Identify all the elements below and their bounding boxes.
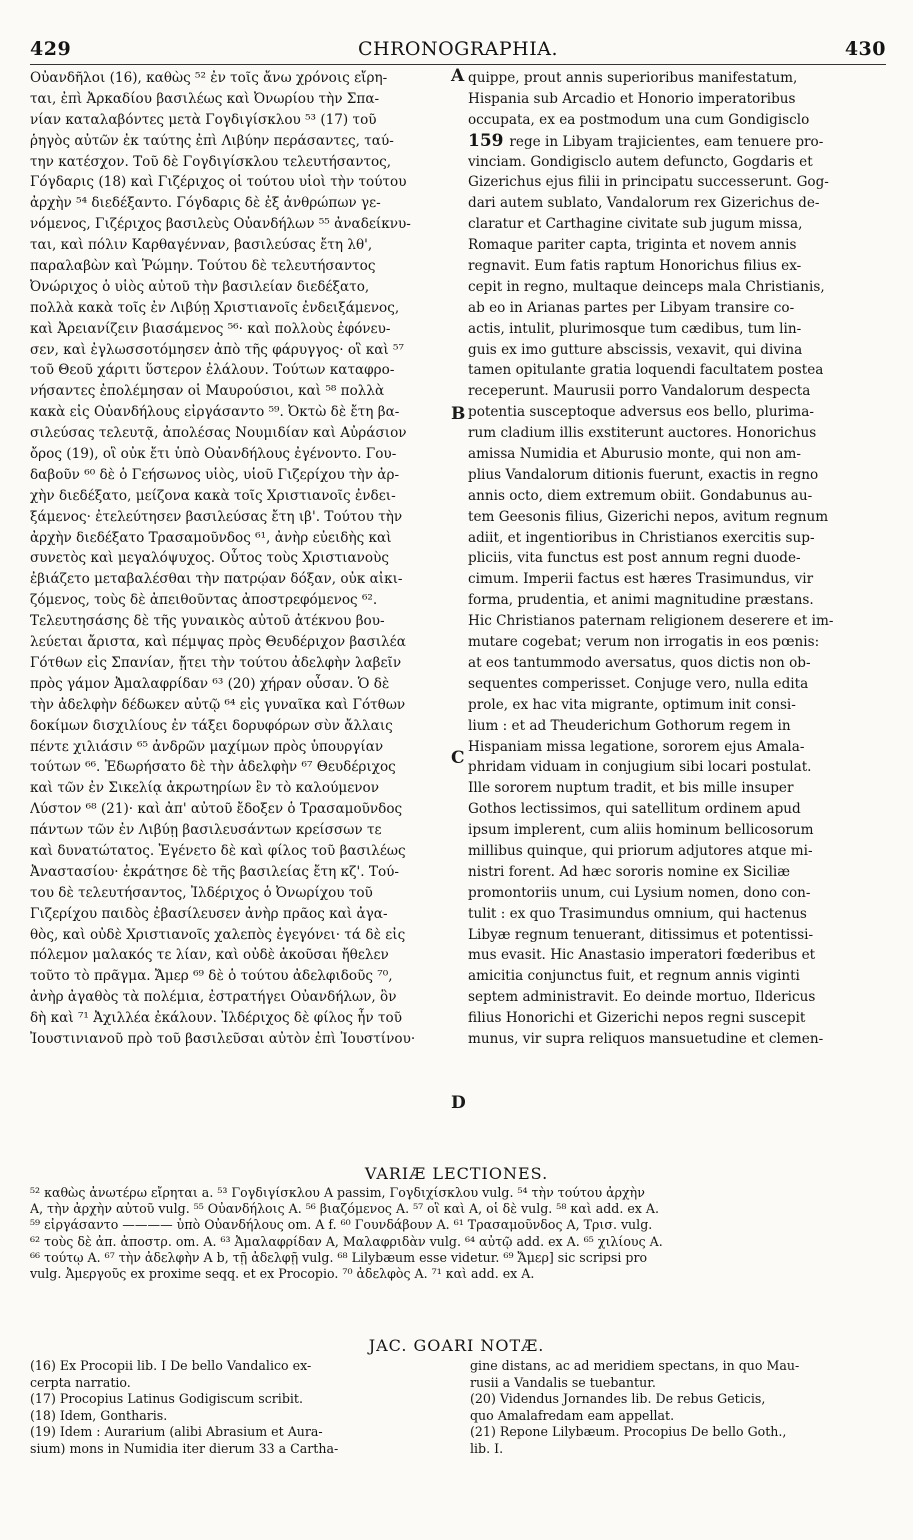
margin-marker-d: D — [451, 1093, 466, 1113]
greek-text-line: ἀρχὴν ⁵⁴ διεδέξαντο. Γόγδαρις δὲ ἐξ ἀνθρώπων γε- — [30, 195, 381, 212]
greek-text-line: τὴν ἀδελφὴν δέδωκεν αὐτῷ ⁶⁴ εἰς γυναῖκα καὶ Γότθων — [30, 696, 406, 713]
margin-marker-a: A — [451, 66, 465, 86]
latin-text-line: 159 rege in Libyam trajicientes, eam tenuere pro- — [468, 130, 824, 151]
latin-text-line: Hic Christianos paternam religionem deserere et im- — [468, 613, 834, 630]
greek-text-line: ται, καὶ πόλιν Καρθαγένναν, βασιλεύσας ἔτη λθ', — [30, 237, 373, 254]
latin-text-line: lium : et ad Theuderichum Gothorum regem in — [468, 717, 791, 734]
latin-text-line: cimum. Imperii factus est hæres Trasimundus, vir — [468, 571, 814, 588]
notes-right-column — [470, 1358, 886, 1458]
greek-text-line: ἀρχὴν διεδέξατο Τρασαμοῦνδος ⁶¹, ἀνὴρ εὐειδὴς καὶ — [30, 529, 392, 546]
greek-text-line: Ἰουστινιανοῦ πρὸ τοῦ βασιλεῦσαι αὐτὸν ἐπὶ Ἰουστίνου· — [30, 1030, 416, 1047]
greek-text-line: Οὐανδῆλοι (16), καθὼς ⁵² ἐν τοῖς ἄνω χρόνοις εἴρη- — [30, 70, 388, 86]
latin-text-line: guis ex imo gutture abscissis, vexavit, qui divina — [468, 341, 803, 358]
latin-text-line: forma, prudentia, et animi magnitudine præstans. — [468, 592, 814, 609]
latin-text-line: amissa Numidia et Aburusio monte, qui non am- — [468, 446, 801, 463]
latin-text-line: millibus quinque, qui priorum adjutores atque mi- — [468, 842, 813, 859]
greek-text-line: δοκίμων δισχιλίους ἐν τάξει δορυφόρων σὺν ἄλλαις — [30, 717, 393, 734]
greek-text-line: σιλεύσας τελευτᾷ, ἀπολέσας Νουμιδίαν καὶ Αὐράσιον — [30, 425, 407, 442]
latin-text-line: Hispania sub Arcadio et Honorio imperatoribus — [468, 90, 796, 107]
latin-text-line: Romaque pariter capta, triginta et novem annis — [468, 237, 797, 254]
latin-text-line: tamen opitulante gratia loquendi facultatem postea — [468, 362, 824, 379]
latin-text-line: Gothos lectissimos, qui satellitum ordinem apud — [468, 801, 801, 818]
greek-text-line: καὶ δυνατώτατος. Ἐγένετο δὲ καὶ φίλος τοῦ βασιλέως — [30, 842, 406, 859]
page-number-left: 429 — [30, 38, 72, 60]
greek-text-line: πάντων τῶν ἐν Λιβύῃ βασιλευσάντων κρείσσων τε — [30, 822, 382, 839]
greek-text-line: ῥηγὸς αὐτῶν ἐκ ταύτης ἐπὶ Λιβύην περάσαντες, ταύ- — [30, 132, 394, 149]
greek-text-line: ται, ἐπὶ Ἀρκαδίου βασιλέως καὶ Ὀνωρίου τὴν Σπα- — [30, 90, 380, 107]
greek-text-line: χὴν διεδέξατο, μείζονα κακὰ τοῖς Χριστιανοῖς ἐνδει- — [30, 487, 396, 504]
greek-text-line: ὄρος (19), οἳ οὐκ ἔτι ὑπὸ Οὐανδήλους ἐγένοντο. Γου- — [30, 446, 397, 463]
greek-text-line: συνετὸς καὶ μεγαλόψυχος. Οὗτος τοὺς Χριστιανοὺς — [30, 550, 389, 567]
greek-text-line: την κατέσχον. Τοῦ δὲ Γογδιγίσκλου τελευτήσαντος, — [30, 153, 392, 170]
note-line: gine distans, ac ad meridiem spectans, in quo Mau- — [470, 1358, 800, 1373]
note-line: (17) Procopius Latinus Godigiscum scribit. — [30, 1391, 303, 1407]
latin-text-line: regnavit. Eum fatis raptum Honorichus filius ex- — [468, 258, 802, 275]
greek-text-line: ἀνὴρ ἀγαθὸς τὰ πολέμια, ἐστρατήγει Οὐανδήλων, ὃν — [30, 989, 397, 1006]
column-number: 159 — [468, 130, 510, 151]
latin-text-line: adiit, et ingentioribus in Christianos exercitis sup- — [468, 529, 815, 546]
latin-text-line: plius Vandalorum ditionis fuerunt, exactis in regno — [468, 466, 819, 483]
variae-lectiones-line: ⁶⁶ τούτῳ A. ⁶⁷ τὴν ἀδελφὴν A b, τῇ ἀδελφῇ vulg. ⁶⁸ Lilybæum esse videtur. ⁶⁹ Ἄμερ] sic scripsi pro — [30, 1249, 648, 1265]
greek-text-line: νήσαντες ἐπολέμησαν οἱ Μαυρούσιοι, καὶ ⁵⁸ πολλὰ — [30, 383, 385, 400]
latin-text-line: receperunt. Maurusii porro Vandalorum despecta — [468, 383, 811, 400]
greek-text-line: τοῦτο τὸ πρᾶγμα. Ἄμερ ⁶⁹ δὲ ὁ τούτου ἀδελφιδοῦς ⁷⁰, — [30, 968, 393, 985]
margin-marker-b: B — [451, 404, 466, 424]
variae-lectiones-line: ⁶² τοὺς δὲ ἀπ. ἀποστρ. om. A. ⁶³ Ἀμαλαφρίδαν A, Μαλαφριδὰν vulg. ⁶⁴ αὐτῷ add. ex A. ⁶⁵ χιλίους A. — [30, 1233, 663, 1249]
latin-text-line: occupata, ex ea postmodum una cum Gondigisclo — [468, 111, 810, 128]
latin-text-line: Libyæ regnum tenuerant, ditissimus et potentissi- — [468, 926, 814, 943]
greek-text-line: ἐβιάζετο μεταβαλέσθαι τὴν πατρῴαν δόξαν, οὐκ αἰκι- — [30, 571, 403, 588]
greek-text-line: πέντε χιλιάσιν ⁶⁵ ἀνδρῶν μαχίμων πρὸς ὑπουργίαν — [30, 738, 384, 755]
latin-text-line: pliciis, vita functus est post annum regni duode- — [468, 550, 801, 567]
variae-lectiones-line: A, τὴν ἀρχὴν αὐτοῦ vulg. ⁵⁵ Οὐανδήλοις A. ⁵⁶ βιαζόμενος A. ⁵⁷ οἳ καὶ A, οἱ δὲ vulg. ⁵⁸ καὶ add. ex A. — [30, 1201, 660, 1217]
notes-left-column — [30, 1358, 450, 1458]
latin-text-line: tem Geesonis filius, Gizerichi nepos, avitum regnum — [468, 508, 829, 525]
greek-text-line: λεύεται ἄριστα, καὶ πέμψας πρὸς Θευδέριχον βασιλέα — [30, 634, 406, 651]
variae-lectiones-line: vulg. Ἀμεργοῦς ex proxime seqq. et ex Procopio. ⁷⁰ ἀδελφὸς A. ⁷¹ καὶ add. ex A. — [30, 1265, 535, 1281]
greek-text-line: θὸς, καὶ οὐδὲ Χριστιανοῖς χαλεπὸς ἐγεγόνει· τά δὲ εἰς — [30, 926, 406, 943]
latin-text-line: Hispaniam missa legatione, sororem ejus Amala- — [468, 738, 805, 755]
variae-lectiones-line: ⁵² καθὼς ἀνωτέρω εἴρηται a. ⁵³ Γογδιγίσκλου A passim, Γογδιχίσκλου vulg. ⁵⁴ τὴν τούτου ἀρχὴν — [30, 1185, 645, 1200]
latin-text-line: rum cladium illis exstiterunt auctores. Honorichus — [468, 425, 817, 442]
latin-text-column — [468, 68, 886, 1050]
latin-text-line: promontoriis unum, cui Lysium nomen, dono con- — [468, 884, 811, 901]
latin-text-line: annis octo, diem extremum obiit. Gondabunus au- — [468, 487, 813, 504]
latin-text-line: prole, ex hac vita migrante, optimum init consi- — [468, 696, 796, 713]
latin-text-line: tulit : ex quo Trasimundus omnium, qui hactenus — [468, 905, 807, 922]
greek-text-line: τοῦ Θεοῦ χάριτι ὕστερον ἐλάλουν. Τούτων καταφρο- — [30, 362, 395, 379]
greek-text-line: καὶ Ἀρειανίζειν βιασάμενος ⁵⁶· καὶ πολλοὺς ἐφόνευ- — [30, 320, 391, 337]
greek-text-line: Γότθων εἰς Σπανίαν, ᾔτει τὴν τούτου ἀδελφὴν λαβεῖν — [30, 654, 402, 671]
note-line: sium) mons in Numidia iter dierum 33 a Cartha- — [30, 1440, 339, 1456]
latin-text-line: mutare cogebat; verum non irrogatis in eos pœnis: — [468, 634, 820, 651]
variae-lectiones-title: VARIÆ LECTIONES. — [364, 1164, 549, 1183]
greek-text-line: ζόμενος, τοὺς δὲ ἀπειθοῦντας ἀποστρεφόμενος ⁶². — [30, 592, 378, 609]
latin-text-line: Ille sororem nuptum tradit, et bis mille insuper — [468, 780, 794, 797]
greek-text-line: Ἀναστασίου· ἐκράτησε δὲ τῆς βασιλείας ἔτη κζ'. Τού- — [30, 863, 399, 880]
greek-text-line: παραλαβὼν καὶ Ῥώμην. Τούτου δὲ τελευτήσαντος — [30, 258, 376, 275]
greek-text-line: Τελευτησάσης δὲ τῆς γυναικὸς αὐτοῦ ἀτέκνου βου- — [30, 613, 385, 630]
greek-text-line: σεν, καὶ ἐγλωσσοτόμησεν ἀπὸ τῆς φάρυγγος· οἳ καὶ ⁵⁷ — [30, 341, 404, 358]
latin-text-line: potentia susceptoque adversus eos bello, plurima- — [468, 404, 815, 421]
note-line: lib. I. — [470, 1440, 504, 1456]
greek-text-line: τούτων ⁶⁶. Ἐδωρήσατο δὲ τὴν ἀδελφὴν ⁶⁷ Θευδέριχος — [30, 759, 396, 776]
note-line: cerpta narratio. — [30, 1374, 131, 1390]
latin-text-line: vinciam. Gondigisclo autem defuncto, Gogdaris et — [468, 153, 813, 170]
header-rule — [30, 64, 886, 65]
latin-text-line: ipsum implerent, cum aliis hominum bellicosorum — [468, 822, 814, 839]
latin-text-line: mus evasit. Hic Anastasio imperatori fœderibus et — [468, 947, 816, 964]
greek-text-line: Γόγδαρις (18) καὶ Γιζέριχος οἱ τούτου υἱοὶ τὴν τούτου — [30, 174, 407, 191]
note-line: (21) Repone Lilybæum. Procopius De bello Goth., — [470, 1424, 787, 1440]
latin-text-line: nistri forent. Ad hæc sororis nomine ex Siciliæ — [468, 863, 791, 880]
greek-text-line: Ὀνώριχος ὁ υἱὸς αὐτοῦ τὴν βασιλείαν διεδέξατο, — [30, 278, 370, 295]
latin-text-line: sequentes comperisset. Conjuge vero, nulla edita — [468, 675, 809, 692]
greek-text-line: δαβοῦν ⁶⁰ δὲ ὁ Γεήσωνος υἱὸς, υἱοῦ Γιζερίχου τὴν ἀρ- — [30, 466, 400, 483]
note-line: quo Amalafredam eam appellat. — [470, 1407, 675, 1423]
greek-text-line: του δὲ τελευτήσαντος, Ἰλδέριχος ὁ Ὀνωρίχου τοῦ — [30, 884, 373, 901]
latin-text-line: cepit in regno, multaque deinceps mala Christianis, — [468, 278, 825, 295]
latin-text-line: dari autem sublato, Vandalorum rex Gizerichus de- — [468, 195, 820, 212]
greek-text-line: πρὸς γάμον Ἀμαλαφρίδαν ⁶³ (20) χήραν οὖσαν. Ὁ δὲ — [30, 675, 390, 692]
margin-marker-c: C — [451, 748, 465, 768]
latin-text-line: septem administravit. Eo deinde mortuo, Ildericus — [468, 989, 816, 1006]
greek-text-column — [30, 68, 450, 1050]
running-title: CHRONOGRAPHIA. — [357, 38, 558, 60]
note-line: (19) Idem : Aurarium (alibi Abrasium et Aura- — [30, 1424, 323, 1440]
note-line: (20) Videndus Jornandes lib. De rebus Geticis, — [470, 1391, 766, 1407]
note-line: (18) Idem, Gontharis. — [30, 1407, 168, 1423]
note-line: rusii a Vandalis se tuebantur. — [470, 1374, 656, 1390]
greek-text-line: κακὰ εἰς Οὐανδήλους εἰργάσαντο ⁵⁹. Ὀκτὼ δὲ ἔτη βα- — [30, 404, 400, 421]
greek-text-line: καὶ τῶν ἐν Σικελίᾳ ἀκρωτηρίων ἓν τὸ καλούμενον — [30, 780, 379, 797]
latin-text-line: munus, vir supra reliquos mansuetudine et clemen- — [468, 1030, 824, 1047]
latin-text-line: amicitia conjunctus fuit, et regnum annis viginti — [468, 968, 800, 985]
notae-title: JAC. GOARI NOTÆ. — [368, 1336, 545, 1355]
variae-lectiones-line: ⁵⁹ εἰργάσαντο ———— ὑπὸ Οὐανδήλους om. A f. ⁶⁰ Γουνδάβουν A. ⁶¹ Τρασαμοῦνδος A, Τρισ. vulg. — [30, 1217, 653, 1233]
latin-text-line: ab eo in Arianas partes per Libyam transire co- — [468, 299, 795, 316]
greek-text-line: πόλεμον μαλακός τε λίαν, καὶ οὐδὲ ἀκοῦσαι ἤθελεν — [30, 947, 389, 964]
latin-text-line: filius Honorichi et Gizerichi nepos regni suscepit — [468, 1010, 806, 1027]
greek-text-line: νόμενος, Γιζέριχος βασιλεὺς Οὐανδήλων ⁵⁵ ἀναδείκνυ- — [30, 216, 411, 233]
latin-text-line: actis, intulit, plurimosque tum cædibus, tum lin- — [468, 320, 802, 337]
greek-text-line: Γιζερίχου παιδὸς ἐβασίλευσεν ἀνὴρ πρᾶος καὶ ἀγα- — [30, 905, 388, 922]
latin-text-line: phridam viduam in conjugium sibi locari postulat. — [468, 759, 812, 776]
note-line: (16) Ex Procopii lib. I De bello Vandalico ex- — [30, 1358, 312, 1373]
latin-text-line: quippe, prout annis superioribus manifestatum, — [468, 70, 798, 86]
greek-text-line: Λύστον ⁶⁸ (21)· καὶ ἀπ' αὐτοῦ ἔδοξεν ὁ Τρασαμοῦνδος — [30, 801, 403, 818]
page-number-right: 430 — [844, 38, 886, 60]
variae-lectiones-block — [30, 1185, 886, 1282]
greek-text-line: δὴ καὶ ⁷¹ Ἀχιλλέα ἐκάλουν. Ἰλδέριχος δὲ φίλος ἦν τοῦ — [30, 1010, 402, 1027]
latin-text-line: claratur et Carthagine civitate sub jugum missa, — [468, 216, 803, 233]
greek-text-line: νίαν καταλαβόντες μετὰ Γογδιγίσκλου ⁵³ (17) τοῦ — [30, 111, 377, 128]
page-header — [30, 36, 886, 62]
latin-text-line: at eos tantummodo aversatus, quos dictis non ob- — [468, 654, 811, 671]
greek-text-line: πολλὰ κακὰ τοῖς ἐν Λιβύῃ Χριστιανοῖς ἐνδειξάμενος, — [30, 299, 400, 316]
greek-text-line: ξάμενος· ἐτελεύτησεν βασιλεύσας ἔτη ιβ'. Τούτου τὴν — [30, 508, 403, 525]
latin-text-line: Gizerichus ejus filii in principatu successerunt. Gog- — [468, 174, 829, 191]
